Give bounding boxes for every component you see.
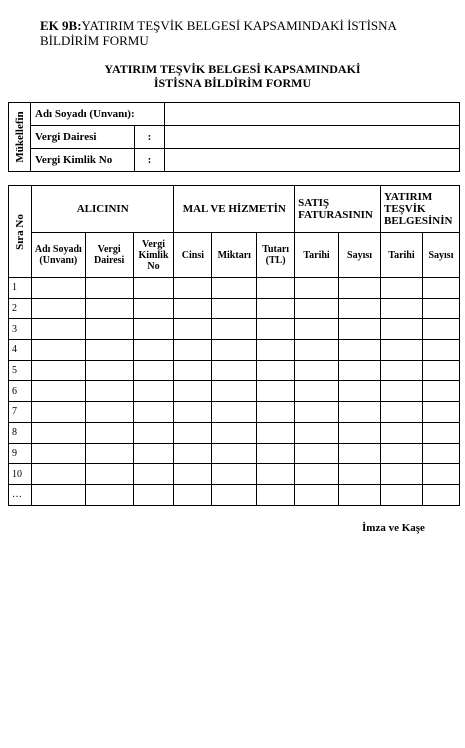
table-cell[interactable] [174, 443, 212, 464]
table-cell[interactable] [381, 443, 423, 464]
table-cell[interactable] [31, 402, 85, 423]
table-cell[interactable] [133, 360, 174, 381]
table-cell[interactable] [339, 464, 381, 485]
table-cell[interactable] [174, 464, 212, 485]
sub-header-row [9, 233, 460, 278]
tax-office-label: Vergi Dairesi [31, 126, 135, 149]
table-cell[interactable] [422, 360, 459, 381]
form-title [0, 62, 465, 90]
table-cell[interactable] [381, 340, 423, 361]
certificate-date-header: Tarihi [381, 233, 423, 278]
table-cell[interactable] [339, 484, 381, 505]
table-cell[interactable] [212, 484, 257, 505]
table-cell[interactable] [133, 319, 174, 340]
table-cell[interactable] [257, 422, 295, 443]
table-cell[interactable] [257, 484, 295, 505]
table-cell[interactable] [212, 381, 257, 402]
table-cell[interactable] [85, 464, 133, 485]
table-cell[interactable] [85, 402, 133, 423]
table-cell[interactable] [339, 298, 381, 319]
row-number: 9 [9, 443, 32, 464]
table-cell[interactable] [133, 278, 174, 299]
table-cell[interactable] [212, 340, 257, 361]
table-cell[interactable] [257, 340, 295, 361]
table-cell[interactable] [257, 360, 295, 381]
table-row [9, 422, 460, 443]
tax-id-field[interactable] [165, 149, 460, 172]
exemption-table [8, 185, 460, 506]
row-number: 6 [9, 381, 32, 402]
document-header [40, 18, 440, 48]
table-row [9, 464, 460, 485]
table-cell[interactable] [174, 360, 212, 381]
table-cell[interactable] [422, 422, 459, 443]
table-cell[interactable] [174, 422, 212, 443]
table-cell[interactable] [133, 340, 174, 361]
table-cell[interactable] [257, 464, 295, 485]
taxpayer-side-label [9, 103, 31, 172]
signature-label: İmza ve Kaşe [362, 522, 425, 534]
invoice-date-header: Tarihi [295, 233, 339, 278]
table-cell[interactable] [133, 381, 174, 402]
table-cell[interactable] [381, 278, 423, 299]
table-cell[interactable] [422, 298, 459, 319]
table-cell[interactable] [295, 402, 339, 423]
table-cell[interactable] [133, 484, 174, 505]
goods-amount-header: Tutarı (TL) [257, 233, 295, 278]
table-row [9, 298, 460, 319]
header-text: YATIRIM TEŞVİK BELGESİ KAPSAMINDAKİ İSTİSNA BİLDİRİM FORMU [40, 18, 397, 48]
table-cell[interactable] [422, 381, 459, 402]
table-cell[interactable] [85, 381, 133, 402]
table-cell[interactable] [31, 464, 85, 485]
table-cell[interactable] [85, 422, 133, 443]
table-cell[interactable] [133, 464, 174, 485]
tax-id-label: Vergi Kimlik No [31, 149, 135, 172]
table-cell[interactable] [257, 402, 295, 423]
group-header-row [9, 186, 460, 233]
buyer-tax-office-header: Vergi Dairesi [85, 233, 133, 278]
goods-group-header: MAL VE HİZMETİN [174, 186, 295, 233]
table-cell[interactable] [133, 422, 174, 443]
colon: : [135, 149, 165, 172]
table-cell[interactable] [339, 422, 381, 443]
row-number: … [9, 484, 32, 505]
table-cell[interactable] [85, 278, 133, 299]
table-cell[interactable] [339, 319, 381, 340]
colon: : [135, 126, 165, 149]
table-cell[interactable] [257, 381, 295, 402]
row-number: 8 [9, 422, 32, 443]
taxpayer-label: Mükellefin [13, 111, 26, 163]
form-title-line2: İSTİSNA BİLDİRİM FORMU [153, 76, 312, 90]
table-cell[interactable] [339, 381, 381, 402]
table-cell[interactable] [257, 319, 295, 340]
table-cell[interactable] [339, 402, 381, 423]
table-cell[interactable] [422, 464, 459, 485]
annex-code: EK 9B: [40, 18, 82, 33]
table-cell[interactable] [422, 319, 459, 340]
certificate-number-header: Sayısı [422, 233, 459, 278]
table-cell[interactable] [257, 278, 295, 299]
invoice-number-header: Sayısı [339, 233, 381, 278]
table-row [9, 340, 460, 361]
table-cell[interactable] [174, 402, 212, 423]
table-cell[interactable] [381, 402, 423, 423]
taxpayer-name-field[interactable] [165, 103, 460, 126]
table-cell[interactable] [295, 422, 339, 443]
table-cell[interactable] [31, 319, 85, 340]
taxpayer-row [9, 126, 460, 149]
table-cell[interactable] [31, 278, 85, 299]
table-row [9, 484, 460, 505]
table-row [9, 360, 460, 381]
row-number: 7 [9, 402, 32, 423]
table-cell[interactable] [31, 422, 85, 443]
table-row [9, 443, 460, 464]
table-cell[interactable] [422, 340, 459, 361]
table-cell[interactable] [133, 402, 174, 423]
table-cell[interactable] [381, 464, 423, 485]
table-cell[interactable] [339, 278, 381, 299]
table-cell[interactable] [339, 443, 381, 464]
table-cell[interactable] [212, 278, 257, 299]
table-cell[interactable] [133, 298, 174, 319]
table-cell[interactable] [31, 298, 85, 319]
table-cell[interactable] [381, 422, 423, 443]
table-cell[interactable] [422, 484, 459, 505]
buyer-group-header: ALICININ [31, 186, 174, 233]
table-cell[interactable] [174, 484, 212, 505]
table-row [9, 278, 460, 299]
table-cell[interactable] [212, 298, 257, 319]
table-cell[interactable] [295, 381, 339, 402]
table-cell[interactable] [295, 319, 339, 340]
sira-no-label: Sıra No [13, 213, 26, 250]
table-cell[interactable] [381, 484, 423, 505]
sira-no-header [9, 186, 32, 278]
row-number: 1 [9, 278, 32, 299]
table-cell[interactable] [295, 443, 339, 464]
row-number: 3 [9, 319, 32, 340]
tax-office-field[interactable] [165, 126, 460, 149]
table-cell[interactable] [212, 319, 257, 340]
table-cell[interactable] [133, 443, 174, 464]
table-cell[interactable] [295, 340, 339, 361]
invoice-group-header: SATIŞ FATURASININ [295, 186, 381, 233]
table-cell[interactable] [422, 443, 459, 464]
table-cell[interactable] [212, 443, 257, 464]
table-cell[interactable] [212, 422, 257, 443]
table-cell[interactable] [174, 298, 212, 319]
row-number: 10 [9, 464, 32, 485]
table-cell[interactable] [422, 402, 459, 423]
table-cell[interactable] [31, 360, 85, 381]
form-title-line1: YATIRIM TEŞVİK BELGESİ KAPSAMINDAKİ [104, 62, 361, 76]
taxpayer-row [9, 103, 460, 126]
table-cell[interactable] [295, 360, 339, 381]
certificate-group-header: YATIRIM TEŞVİK BELGESİNİN [381, 186, 460, 233]
table-cell[interactable] [85, 484, 133, 505]
taxpayer-table [8, 102, 460, 172]
table-cell[interactable] [85, 319, 133, 340]
table-cell[interactable] [212, 464, 257, 485]
table-cell[interactable] [381, 298, 423, 319]
row-number: 2 [9, 298, 32, 319]
table-cell[interactable] [339, 340, 381, 361]
buyer-tax-id-header: Vergi Kimlik No [133, 233, 174, 278]
table-cell[interactable] [212, 402, 257, 423]
table-cell[interactable] [31, 484, 85, 505]
table-cell[interactable] [295, 278, 339, 299]
goods-quantity-header: Miktarı [212, 233, 257, 278]
table-cell[interactable] [295, 484, 339, 505]
buyer-name-header: Adı Soyadı (Unvanı) [31, 233, 85, 278]
table-cell[interactable] [31, 340, 85, 361]
table-cell[interactable] [174, 381, 212, 402]
table-cell[interactable] [212, 360, 257, 381]
table-cell[interactable] [31, 443, 85, 464]
table-cell[interactable] [257, 443, 295, 464]
row-number: 5 [9, 360, 32, 381]
table-cell[interactable] [85, 360, 133, 381]
table-cell[interactable] [422, 278, 459, 299]
table-cell[interactable] [85, 340, 133, 361]
table-row [9, 402, 460, 423]
table-cell[interactable] [85, 298, 133, 319]
table-cell[interactable] [85, 443, 133, 464]
table-cell[interactable] [339, 360, 381, 381]
goods-type-header: Cinsi [174, 233, 212, 278]
table-cell[interactable] [295, 298, 339, 319]
taxpayer-name-label: Adı Soyadı (Unvanı): [31, 103, 165, 126]
table-row [9, 319, 460, 340]
table-cell[interactable] [381, 381, 423, 402]
table-row [9, 381, 460, 402]
taxpayer-row [9, 149, 460, 172]
table-cell[interactable] [31, 381, 85, 402]
table-cell[interactable] [257, 298, 295, 319]
table-cell[interactable] [174, 319, 212, 340]
row-number: 4 [9, 340, 32, 361]
table-cell[interactable] [174, 278, 212, 299]
table-cell[interactable] [381, 319, 423, 340]
table-cell[interactable] [381, 360, 423, 381]
table-cell[interactable] [174, 340, 212, 361]
table-cell[interactable] [295, 464, 339, 485]
